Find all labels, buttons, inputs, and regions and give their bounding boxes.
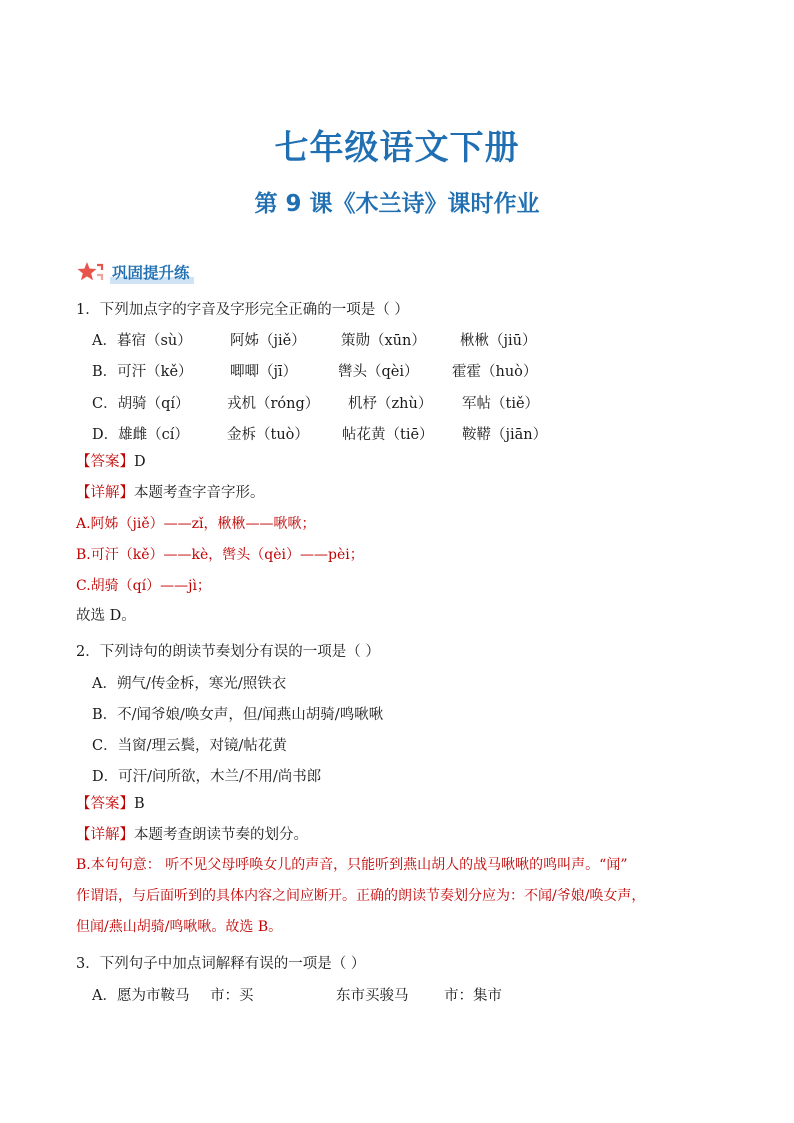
option-d-item-2: 金柝（tuò） [227,427,309,443]
answer-value: D [134,454,146,470]
option-c-item-1: C．胡骑（qí） [92,396,190,412]
option-a-sentence-2: 东市买骏马 [336,988,409,1004]
question-3-stem: 3．下列句子中加点词解释有误的一项是（ ） [76,956,366,972]
option-c-item-4: 军帖（tiě） [462,396,540,412]
option-a-sentence-1: A．愿为市鞍马 [92,988,190,1004]
answer-value: B [134,796,145,812]
option-d-item-4: 鞍鞯（jiān） [462,427,548,443]
question-3-option-a[interactable] [92,986,692,1006]
option-b-item-2: 唧唧（jī） [230,364,298,380]
option-c-item-2: 戎机（róng） [227,396,320,412]
question-2-explanation-line-3: 但闻/燕山胡骑/鸣啾啾。故选 B。 [76,919,283,935]
question-1-detail [76,483,265,503]
option-c-item-3: 机杼（zhù） [348,396,433,412]
section-title: 巩固提升练 [110,261,194,284]
answer-tag: 【答案】 [76,796,134,812]
question-1-option-a[interactable] [92,331,692,351]
question-1-explanation-c: C.胡骑（qí）——jì； [76,578,211,594]
option-b-item-1: B．可汗（kě） [92,364,193,380]
question-1-conclusion: 故选 D。 [76,608,136,624]
option-a-item-2: 阿姊（jiě） [230,333,306,349]
page-title: 七年级语文下册 [274,128,520,168]
option-b-item-4: 霍霍（huò） [452,364,538,380]
question-1-stem: 1．下列加点字的字音及字形完全正确的一项是（ ） [76,302,409,318]
detail-text: 本题考查朗读节奏的划分。 [134,827,308,843]
lesson-subtitle: 第 9 课《木兰诗》课时作业 [254,191,540,217]
question-2-explanation-line-1: B.本句句意： 听不见父母呼唤女儿的声音，只能听到燕山胡人的战马啾啾的鸣叫声。“闻” [76,857,628,873]
detail-text: 本题考查字音字形。 [134,485,265,501]
option-a-item-4: 楸楸（jiū） [460,333,537,349]
question-1-explanation-a: A.阿姊（jiě）——zǐ，楸楸——啾啾； [76,516,316,532]
question-2-option-c[interactable]: C．当窗/理云鬓，对镜/帖花黄 [92,738,287,754]
question-2-stem: 2．下列诗句的朗读节奏划分有误的一项是（ ） [76,644,380,660]
option-a-item-1: A．暮宿（sù） [92,333,192,349]
question-2-answer [76,794,145,814]
detail-tag: 【详解】 [76,485,134,501]
answer-tag: 【答案】 [76,454,134,470]
option-a-gloss-1: 市：买 [210,988,254,1004]
option-b-item-3: 辔头（qèi） [338,364,419,380]
question-2-detail [76,825,308,845]
question-1-option-b[interactable] [92,362,692,382]
question-2-option-a[interactable]: A．朔气/传金柝，寒光/照铁衣 [92,676,287,692]
question-1-explanation-b: B.可汗（kě）——kè，辔头（qèi）——pèi； [76,547,364,563]
question-2-explanation-line-2: 作谓语，与后面听到的具体内容之间应断开。正确的朗读节奏划分应为：不闻/爷娘/唤女声， [76,888,646,904]
question-2-option-b[interactable]: B．不/闻爷娘/唤女声，但/闻燕山胡骑/鸣啾啾 [92,707,384,723]
option-d-item-1: D．雄雌（cí） [92,427,189,443]
question-1-option-c[interactable] [92,394,692,414]
detail-tag: 【详解】 [76,827,134,843]
option-d-item-3: 帖花黄（tiē） [342,427,434,443]
question-1-option-d[interactable] [92,425,692,445]
star-icon [76,260,106,284]
question-1-answer [76,452,146,472]
question-2-option-d[interactable]: D．可汗/问所欲，木兰/不用/尚书郎 [92,769,322,785]
section-header [76,258,194,286]
option-a-gloss-2: 市：集市 [444,988,502,1004]
option-a-item-3: 策勋（xūn） [341,333,426,349]
